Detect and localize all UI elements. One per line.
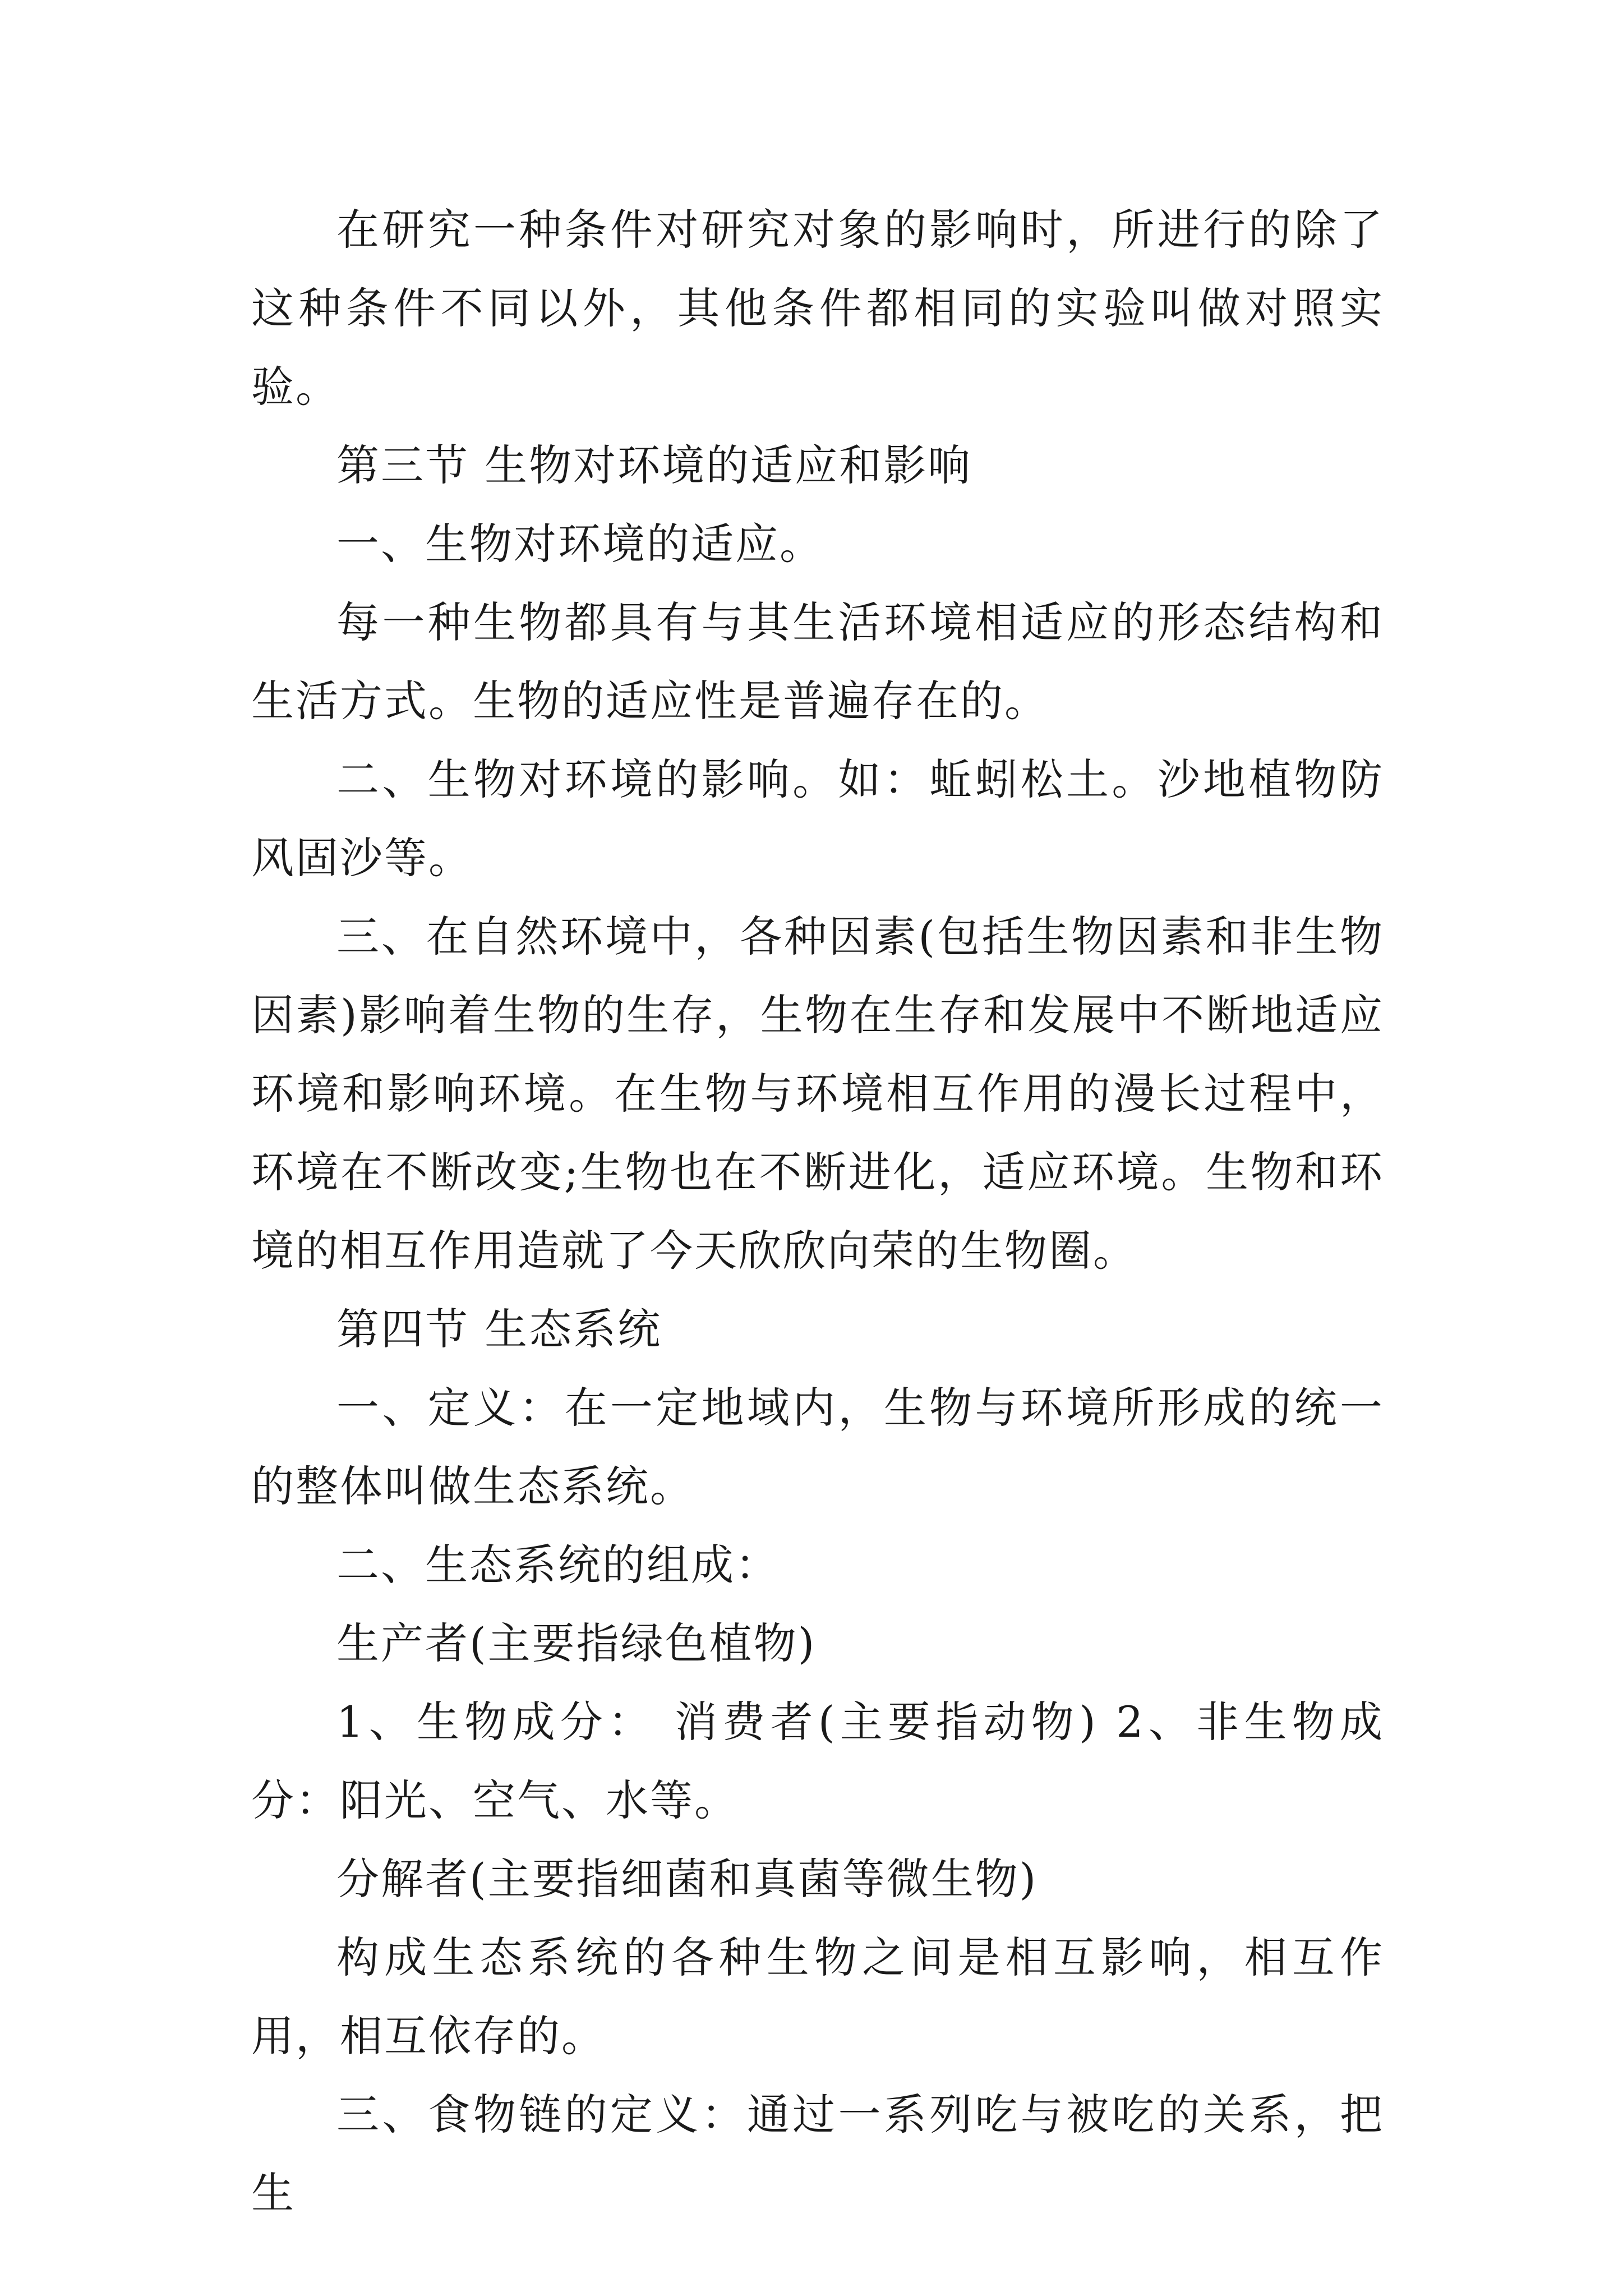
paragraph-adaptation: 每一种生物都具有与其生活环境相适应的形态结构和生活方式。生物的适应性是普遍存在的。 xyxy=(251,597,1384,726)
paragraph-natural-environment: 三、在自然环境中，各种因素(包括生物因素和非生物因素)影响着生物的生存，生物在生存和发展中不断地适应环境和影响环境。在生物与环境相互作用的漫长过程中，环境在不断改变;生物也在不断进化，适应环境。生物和环境的相互作用造就了今天欣欣向荣的生物圈。 xyxy=(251,912,1384,1276)
list-item-producer: 生产者(主要指绿色植物) xyxy=(336,1618,817,1668)
subheading-adaptation: 一、生物对环境的适应。 xyxy=(336,519,824,569)
section-heading-3: 第三节 生物对环境的适应和影响 xyxy=(336,440,972,490)
paragraph-definition: 一、定义：在一定地域内，生物与环境所形成的统一的整体叫做生态系统。 xyxy=(251,1383,1384,1511)
list-item-decomposer: 分解者(主要指细菌和真菌等微生物) xyxy=(336,1854,1038,1904)
paragraph-food-chain: 三、食物链的定义：通过一系列吃与被吃的关系，把生 xyxy=(251,2090,1384,2218)
paragraph-influence: 二、生物对环境的影响。如：蚯蚓松土。沙地植物防风固沙等。 xyxy=(251,754,1384,883)
list-item-components: 1、生物成分： 消费者(主要指动物) 2、非生物成分：阳光、空气、水等。 xyxy=(251,1697,1384,1825)
section-heading-4: 第四节 生态系统 xyxy=(336,1304,662,1354)
document-body xyxy=(251,191,1384,2233)
paragraph-interdependence: 构成生态系统的各种生物之间是相互影响，相互作用，相互依存的。 xyxy=(251,1932,1384,2061)
paragraph-controlled-experiment: 在研究一种条件对研究对象的影响时，所进行的除了这种条件不同以外，其他条件都相同的实验叫做对照实验。 xyxy=(251,205,1384,412)
subheading-composition: 二、生态系统的组成： xyxy=(336,1540,780,1590)
